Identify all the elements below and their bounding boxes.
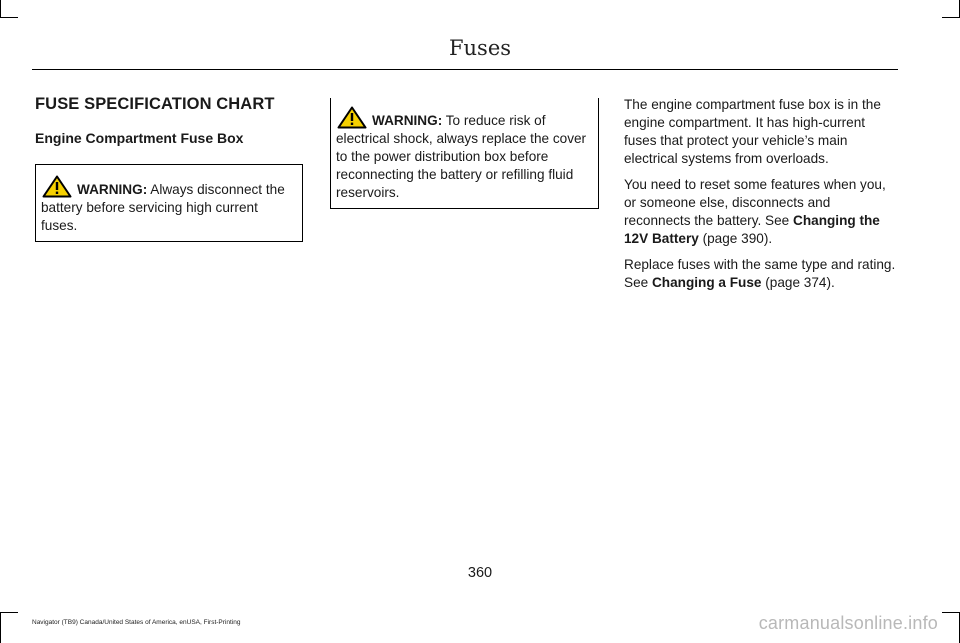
crop-mark (0, 613, 1, 643)
paragraph-text: Replace fuses with the same type and rating. See (624, 257, 896, 290)
crop-mark (942, 612, 960, 613)
cross-reference-link[interactable]: Changing a Fuse (651, 275, 762, 290)
right-column (624, 96, 900, 300)
crop-mark (0, 0, 1, 18)
middle-column (330, 98, 600, 209)
warning-text: Always disconnect the battery before servicing high current fuses. (41, 182, 285, 233)
header-divider (32, 69, 898, 70)
warning-triangle-icon (42, 175, 72, 198)
warning-box (35, 164, 303, 242)
paragraph (624, 176, 900, 248)
warning-triangle-icon (337, 106, 367, 129)
page-reference: (page 390). (698, 231, 773, 246)
crop-mark (942, 17, 960, 18)
warning-label: WARNING: (77, 182, 148, 197)
cross-reference-link[interactable]: Changing the 12V Battery (624, 213, 880, 246)
footer-text: Navigator (TB9) Canada/United States of America, enUSA, First-Printing (32, 619, 241, 626)
paragraph (624, 256, 900, 292)
paragraph-text: You need to reset some features when you, or someone else, disconnects and reconnects the battery. See (624, 177, 886, 228)
crop-mark (0, 17, 18, 18)
warning-label: WARNING: (372, 113, 443, 128)
paragraph: The engine compartment fuse box is in the engine compartment. It has high-current fuses that protect your vehicle’s main electrical systems from overloads. (624, 97, 881, 166)
warning-box (330, 98, 599, 209)
page-reference: (page 374). (761, 275, 835, 290)
sub-title: Engine Compartment Fuse Box (35, 130, 244, 146)
left-column (35, 95, 305, 242)
watermark: carmanualsonline.info (758, 613, 938, 633)
section-title: FUSE SPECIFICATION CHART (35, 95, 275, 113)
warning-text: To reduce risk of electrical shock, always replace the cover to the power distribution box before reconnecting the battery or refilling fluid reservoirs. (336, 113, 587, 200)
crop-mark (0, 612, 18, 613)
page-number: 360 (467, 565, 493, 581)
page-header-title: Fuses (448, 36, 512, 60)
